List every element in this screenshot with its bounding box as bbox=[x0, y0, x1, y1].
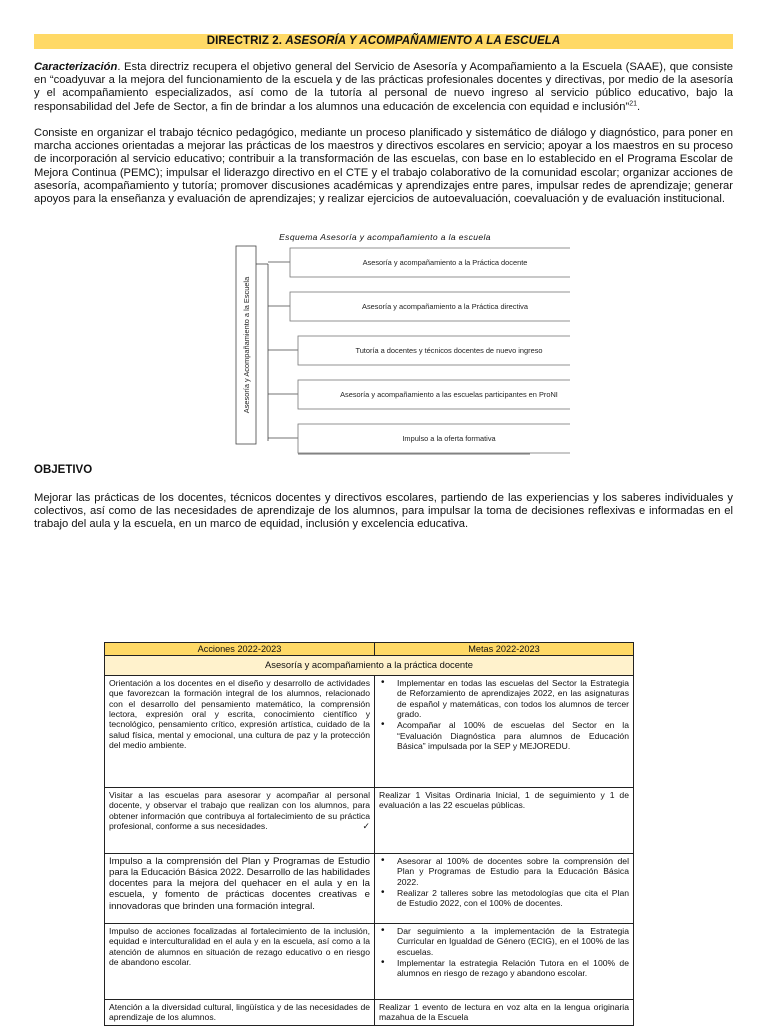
table-row bbox=[105, 923, 634, 999]
action-cell: Orientación a los docentes en el diseño y desarrollo de actividades que favorezcan la formación integral de los alumnos, relacionado con el desarrollo del pensamiento matemático, la comprensión lectora, expresión oral y escrita, conocimiento científico y tecnológico, pensamiento crítico, expresión artística, cuidado de la salud física, mental y emocional, una cultura de paz y la protección del medio ambiente. bbox=[105, 675, 375, 787]
diagram-box-3-label: Tutoría a docentes y técnicos docentes de nuevo ingreso bbox=[355, 346, 543, 355]
diagram-vertical-label: Asesoría y Acompañamiento a la Escuela bbox=[242, 276, 251, 414]
objetivo-heading: OBJETIVO bbox=[34, 464, 93, 476]
table-header-row bbox=[105, 643, 634, 656]
col-actions-header: Acciones 2022-2023 bbox=[105, 643, 375, 656]
consiste-paragraph: Consiste en organizar el trabajo técnico pedagógico, mediante un proceso planificado y sistemático de diálogo y diagnóstico, para poner en marcha acciones orientadas a mejorar las prácticas de los maestros y directivos escolares en servicio; apoyar a los maestros en su proceso de incorporación al servicio educativo; contribuir a la transformación de las escuelas, con base en lo establecido en el Programa Escolar de Mejora Continua (PEMC); impulsar el liderazgo directivo en el CTE y el trabajo colaborativo de la comunidad escolar; organizar acciones de asesoría, acompañamiento y tutoría; promover discusiones académicas y aprendizajes entre pares, impulsar redes de aprendizaje; generar apoyos para la enseñanza y evaluación de aprendizajes; y realizar ejercicios de autoevaluación, coevaluación y de evaluación institucional. bbox=[34, 127, 733, 206]
goal-item: • Dar seguimiento a la implementación de la Estrategia Curricular en Igualdad de Género (ECIG), en el 100% de las escuelas. bbox=[397, 926, 629, 957]
action-cell: Atención a la diversidad cultural, lingüística y de las necesidades de aprendizaje de los alumnos. bbox=[105, 999, 375, 1025]
goals-cell bbox=[375, 675, 634, 787]
goal-item: • Implementar la estrategia Relación Tutora en el 100% de alumnos en riesgo de rezago y abandono escolar. bbox=[397, 958, 629, 979]
diagram-box-4-label: Asesoría y acompañamiento a las escuelas participantes en ProNI bbox=[340, 390, 558, 399]
goals-cell bbox=[375, 923, 634, 999]
actions-table bbox=[104, 642, 634, 1026]
diagram-box-5-label: Impulso a la oferta formativa bbox=[402, 434, 496, 443]
action-cell: Impulso de acciones focalizadas al fortalecimiento de la inclusión, equidad e interculturalidad en el aula y en la escuela, así como a la atención de alumnos en situación de rezago educativo o en riesgo de abandono escolar. bbox=[105, 923, 375, 999]
goal-item: • Implementar en todas las escuelas del Sector la Estrategia de Reforzamiento de aprendizajes 2022, en las asignaturas de español y matemáticas, con todos los alumnos de tercer grado. bbox=[397, 678, 629, 720]
col-goals-header: Metas 2022-2023 bbox=[375, 643, 634, 656]
table-row bbox=[105, 853, 634, 923]
action-cell bbox=[105, 787, 375, 853]
diagram-title: Esquema Asesoría y acompañamiento a la escuela bbox=[279, 232, 491, 242]
banner-title: ASESORÍA Y ACOMPAÑAMIENTO A LA ESCUELA bbox=[285, 35, 561, 47]
goal-item: • Realizar 2 talleres sobre las metodologías que cita el Plan de Estudio 2022, con el 100% de docentes. bbox=[397, 888, 629, 909]
goals-cell: Realizar 1 evento de lectura en voz alta en la lengua originaria mazahua de la Escuela bbox=[375, 999, 634, 1025]
caracterizacion-label: Caracterización bbox=[34, 61, 118, 73]
caracterizacion-text: . Esta directriz recupera el objetivo general del Servicio de Asesoría y Acompañamiento a la Escuela (SAAE), que consiste en “coadyuvar a la mejora del funcionamiento de la escuela y de las prácticas profesionales docentes y directivas, por medio de la asesoría y el acompañamiento especializados, así como de la tutoría al personal de nuevo ingreso al servicio público educativo, bajo la responsabilidad del Jefe de Sector, a fin de brindar a los alumnos una educación de excelencia con equidad e inclusión” bbox=[34, 61, 733, 113]
goals-cell bbox=[375, 853, 634, 923]
caracterizacion-paragraph bbox=[34, 61, 733, 114]
goal-item: • Asesorar al 100% de docentes sobre la comprensión del Plan y Programas de Estudio para la Educación Básica 2022. bbox=[397, 856, 629, 887]
scheme-diagram bbox=[200, 232, 570, 458]
section-banner bbox=[34, 34, 733, 49]
banner-prefix: DIRECTRIZ 2. bbox=[206, 35, 286, 47]
table-section-row bbox=[105, 656, 634, 675]
checkmark-icon: ✓ bbox=[362, 821, 370, 832]
diagram-box-1-label: Asesoría y acompañamiento a la Práctica docente bbox=[362, 258, 528, 267]
section-title: Asesoría y acompañamiento a la práctica docente bbox=[105, 656, 634, 675]
action-text: Visitar a las escuelas para asesorar y acompañar al personal docente, y observar el trabajo que realizan con los alumnos, para obtener información que contribuya al fortalecimiento de su práctica profesional, conforme a sus necesidades. bbox=[109, 789, 370, 832]
goals-cell: Realizar 1 Visitas Ordinaria Inicial, 1 de seguimiento y 1 de evaluación a las 22 escuelas públicas. bbox=[375, 787, 634, 853]
table-row bbox=[105, 999, 634, 1025]
objetivo-paragraph: Mejorar las prácticas de los docentes, técnicos docentes y directivos escolares, partiendo de las experiencias y los saberes individuales y colectivos, así como de las necesidades de aprendizaje de los alumnos, para impulsar la toma de decisiones reflexivas e informadas en el trabajo del aula y la escuela, en un marco de equidad, inclusión y excelencia educativa. bbox=[34, 492, 733, 531]
caracterizacion-end: . bbox=[637, 100, 641, 113]
action-cell: Impulso a la comprensión del Plan y Programas de Estudio para la Educación Básica 2022. Desarrollo de las habilidades docentes para la mejora del quehacer en el aula y en la escuela, y fomento de prácticas docentes creativas e innovadoras que brinden una formación integral. bbox=[105, 853, 375, 923]
table-row bbox=[105, 675, 634, 787]
diagram-box-2-label: Asesoría y acompañamiento a la Práctica directiva bbox=[362, 302, 528, 311]
goal-item: • Acompañar al 100% de escuelas del Sector en la “Evaluación Diagnóstica para alumnos de Educación Básica” impulsada por la SEP y MEJOREDU. bbox=[397, 720, 629, 751]
footnote-ref[interactable]: 21 bbox=[629, 99, 637, 107]
table-row bbox=[105, 787, 634, 853]
diagram-svg bbox=[200, 232, 570, 458]
